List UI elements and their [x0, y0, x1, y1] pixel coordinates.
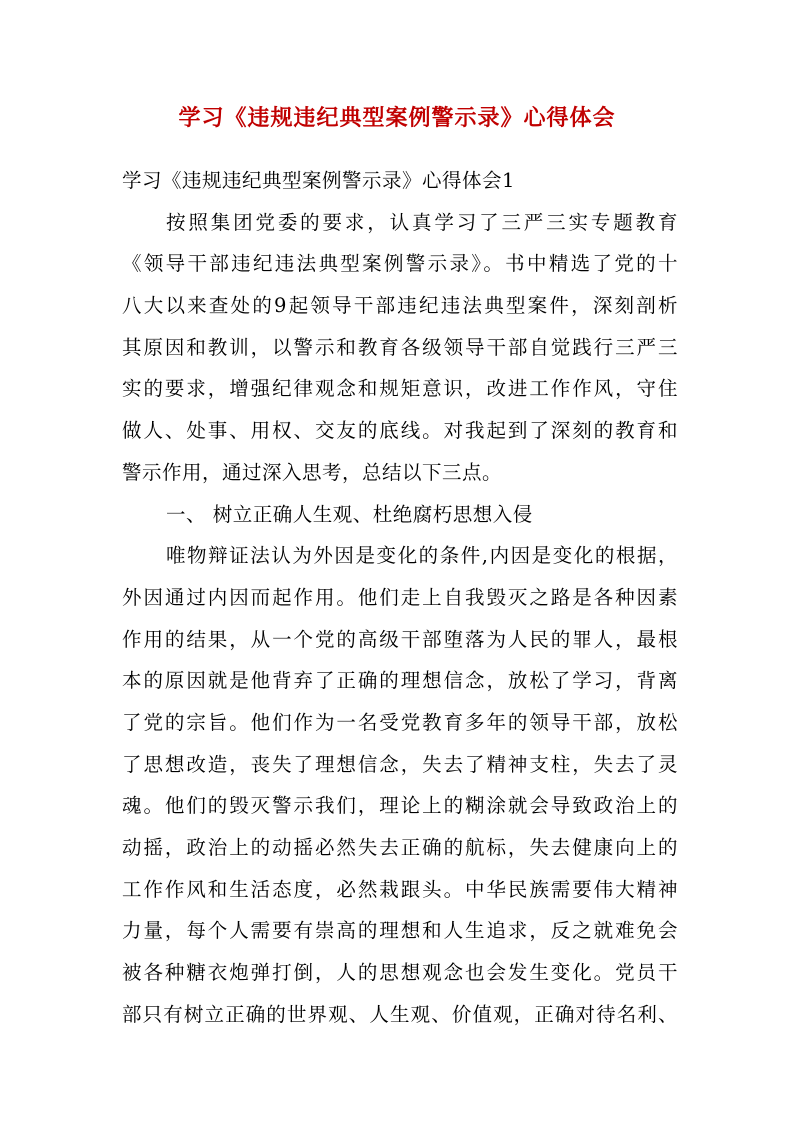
paragraph-line: 八大以来查处的9起领导干部违纪违法典型案件，深刻剖析 — [122, 294, 678, 318]
subtitle-line: 学习《违规违纪典型案例警示录》心得体会1 — [122, 169, 515, 192]
paragraph-line: 本的原因就是他背弃了正确的理想信念，放松了学习，背离 — [122, 669, 678, 693]
paragraph-line: 魂。他们的毁灭警示我们，理论上的糊涂就会导致政治上的 — [122, 794, 678, 818]
paragraph-line: 了思想改造，丧失了理想信念，失去了精神支柱，失去了灵 — [122, 752, 678, 776]
paragraph-line: 工作作风和生活态度，必然栽跟头。中华民族需要伟大精神 — [122, 877, 678, 901]
section-heading: 一、 树立正确人生观、杜绝腐朽思想入侵 — [166, 502, 533, 526]
paragraph-line: 动摇，政治上的动摇必然失去正确的航标，失去健康向上的 — [122, 836, 678, 859]
paragraph-line: 被各种糖衣炮弹打倒，人的思想观念也会发生变化。党员干 — [122, 961, 678, 985]
paragraph-line: 作用的结果，从一个党的高级干部堕落为人民的罪人，最根 — [122, 627, 678, 651]
paragraph-line: 部只有树立正确的世界观、人生观、价值观，正确对待名利、 — [122, 1002, 678, 1026]
paragraph-line: 外因通过内因而起作用。他们走上自我毁灭之路是各种因素 — [122, 585, 678, 609]
paragraph-line: 力量，每个人需要有崇高的理想和人生追求，反之就难免会 — [122, 919, 678, 943]
paragraph-line: 了党的宗旨。他们作为一名受党教育多年的领导干部，放松 — [122, 710, 678, 734]
paragraph-line: 按照集团党委的要求，认真学习了三严三实专题教育 — [166, 210, 678, 234]
paragraph-line: 做人、处事、用权、交友的底线。对我起到了深刻的教育和 — [122, 419, 678, 443]
paragraph-line: 警示作用，通过深入思考，总结以下三点。 — [122, 460, 503, 484]
document-title: 学习《违规违纪典型案例警示录》心得体会 — [178, 105, 616, 131]
paragraph-line: 唯物辩证法认为外因是变化的条件,内因是变化的根据， — [166, 544, 678, 568]
paragraph-line: 实的要求，增强纪律观念和规矩意识，改进工作作风，守住 — [122, 377, 678, 401]
document-body — [122, 160, 678, 1035]
paragraph-line: 其原因和教训，以警示和教育各级领导干部自觉践行三严三 — [122, 335, 678, 359]
paragraph-line: 《领导干部违纪违法典型案例警示录》。书中精选了党的十 — [122, 252, 678, 276]
